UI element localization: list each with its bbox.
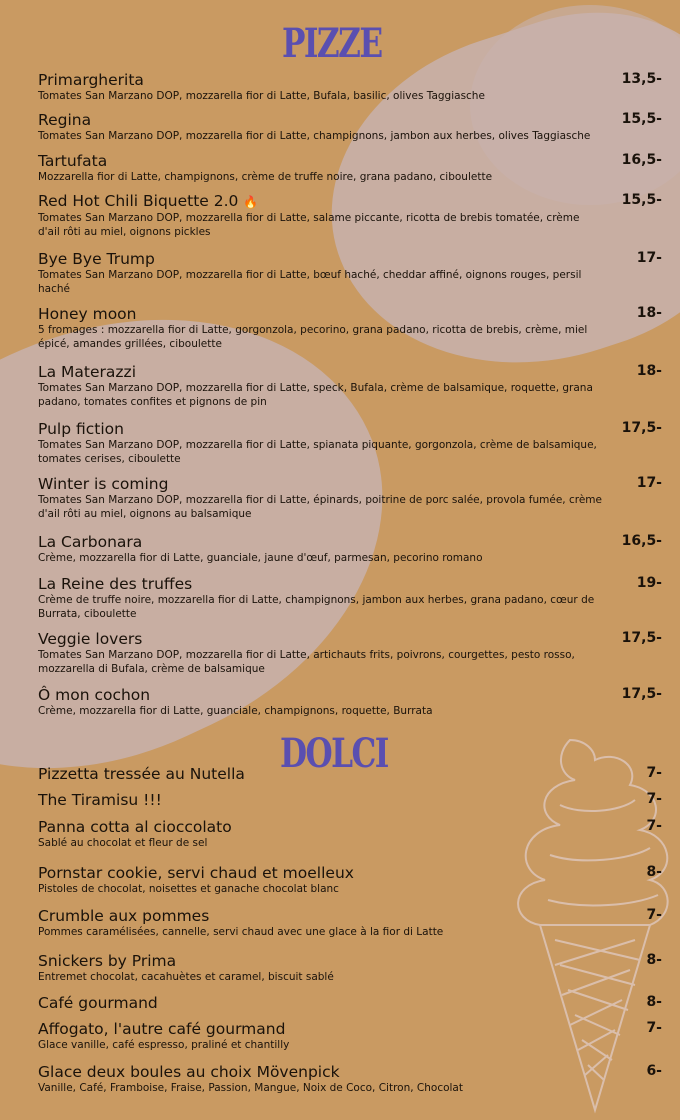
item-price: 7- bbox=[646, 818, 662, 834]
menu-item bbox=[38, 192, 662, 239]
menu-item bbox=[38, 71, 662, 103]
item-name-row bbox=[38, 192, 662, 211]
item-description: Tomates San Marzano DOP, mozzarella fior di Latte, champignons, jambon aux herbes, olives Taggiasche bbox=[38, 130, 591, 142]
item-price: 19- bbox=[636, 575, 662, 591]
item-price: 8- bbox=[646, 994, 662, 1010]
item-description: Pommes caramélisées, cannelle, servi chaud avec une glace à la fior di Latte bbox=[38, 926, 444, 938]
item-name: La Materazzi bbox=[38, 363, 136, 381]
item-name: Pornstar cookie, servi chaud et moelleux bbox=[38, 864, 354, 882]
item-price: 7- bbox=[646, 907, 662, 923]
menu-item bbox=[38, 818, 662, 850]
item-description: Tomates San Marzano DOP, mozzarella fior di Latte, Bufala, basilic, olives Taggiasche bbox=[38, 90, 485, 102]
menu-item bbox=[38, 630, 662, 676]
item-description: Crème de truffe noire, mozzarella fior di Latte, champignons, jambon aux herbes, grana padano, cœur de Burrata, ciboulette bbox=[38, 594, 595, 620]
item-price: 17- bbox=[636, 250, 662, 266]
item-price: 16,5- bbox=[621, 533, 662, 549]
item-description: Glace vanille, café espresso, praliné et chantilly bbox=[38, 1039, 290, 1051]
item-price: 7- bbox=[646, 1020, 662, 1036]
item-price: 6- bbox=[646, 1063, 662, 1079]
menu-item bbox=[38, 907, 662, 939]
item-price: 7- bbox=[646, 765, 662, 781]
flame-icon: 🔥 bbox=[243, 195, 259, 209]
item-price: 18- bbox=[636, 363, 662, 379]
item-name: Red Hot Chili Biquette 2.0 bbox=[38, 192, 239, 210]
item-name: Pizzetta tressée au Nutella bbox=[38, 765, 245, 783]
item-price: 16,5- bbox=[621, 152, 662, 168]
item-price: 17,5- bbox=[621, 630, 662, 646]
menu-item bbox=[38, 952, 662, 984]
menu-item bbox=[38, 152, 662, 184]
item-price: 17- bbox=[636, 475, 662, 491]
item-description: Crème, mozzarella fior di Latte, guanciale, champignons, roquette, Burrata bbox=[38, 705, 433, 717]
item-name: Winter is coming bbox=[38, 475, 169, 493]
item-description: Tomates San Marzano DOP, mozzarella fior di Latte, speck, Bufala, crème de balsamique, roquette, grana padano, tomates confites et pignons de pin bbox=[38, 382, 593, 408]
menu-item bbox=[38, 420, 662, 466]
item-name: Panna cotta al cioccolato bbox=[38, 818, 232, 836]
menu-item bbox=[38, 363, 662, 409]
menu-item bbox=[38, 686, 662, 718]
menu-item bbox=[38, 250, 662, 296]
menu-item bbox=[38, 111, 662, 143]
menu-item bbox=[38, 791, 662, 809]
item-price: 18- bbox=[636, 305, 662, 321]
item-name: Café gourmand bbox=[38, 994, 158, 1012]
menu-item bbox=[38, 1063, 662, 1095]
item-name: Affogato, l'autre café gourmand bbox=[38, 1020, 286, 1038]
item-name: Tartufata bbox=[38, 152, 108, 170]
item-description: Pistoles de chocolat, noisettes et ganache chocolat blanc bbox=[38, 883, 339, 895]
item-description: Mozzarella fior di Latte, champignons, crème de truffe noire, grana padano, ciboulette bbox=[38, 171, 493, 183]
menu-item bbox=[38, 765, 662, 783]
item-name: Pulp fiction bbox=[38, 420, 124, 438]
section-title-dolci: DOLCI bbox=[280, 730, 388, 777]
item-price: 15,5- bbox=[621, 111, 662, 127]
item-description: Vanille, Café, Framboise, Fraise, Passion, Mangue, Noix de Coco, Citron, Chocolat bbox=[38, 1082, 463, 1094]
item-description: 5 fromages : mozzarella fior di Latte, gorgonzola, pecorino, grana padano, ricotta de brebis, crème, miel épicé, amandes grillées, ciboulette bbox=[38, 324, 588, 350]
item-description: Tomates San Marzano DOP, mozzarella fior di Latte, bœuf haché, cheddar affiné, oignons rouges, persil haché bbox=[38, 269, 582, 295]
item-description: Tomates San Marzano DOP, mozzarella fior di Latte, épinards, poitrine de porc salée, provola fumée, crème d'ail rôti au miel, oignons au balsamique bbox=[38, 494, 602, 520]
menu-item bbox=[38, 1020, 662, 1052]
menu-item bbox=[38, 864, 662, 896]
item-description: Entremet chocolat, cacahuètes et caramel, biscuit sablé bbox=[38, 971, 334, 983]
item-name: Bye Bye Trump bbox=[38, 250, 155, 268]
menu-item bbox=[38, 305, 662, 351]
item-description: Tomates San Marzano DOP, mozzarella fior di Latte, spianata piquante, gorgonzola, crème de balsamique, tomates cerises, ciboulette bbox=[38, 439, 597, 465]
item-price: 15,5- bbox=[621, 192, 662, 208]
item-name: Veggie lovers bbox=[38, 630, 143, 648]
item-name: Regina bbox=[38, 111, 92, 129]
item-name: Crumble aux pommes bbox=[38, 907, 210, 925]
item-price: 7- bbox=[646, 791, 662, 807]
menu-item bbox=[38, 475, 662, 521]
item-price: 17,5- bbox=[621, 686, 662, 702]
menu-item bbox=[38, 575, 662, 621]
menu-item bbox=[38, 533, 662, 565]
item-name: La Reine des truffes bbox=[38, 575, 193, 593]
item-name: Honey moon bbox=[38, 305, 137, 323]
item-name: Ô mon cochon bbox=[38, 686, 151, 704]
item-price: 8- bbox=[646, 952, 662, 968]
item-description: Crème, mozzarella fior di Latte, guanciale, jaune d'œuf, parmesan, pecorino romano bbox=[38, 552, 483, 564]
item-price: 8- bbox=[646, 864, 662, 880]
section-title-pizze: PIZZE bbox=[282, 20, 382, 67]
item-description: Tomates San Marzano DOP, mozzarella fior di Latte, salame piccante, ricotta de brebis tomatée, crème d'ail rôti au miel, oignons pickles bbox=[38, 212, 580, 238]
item-price: 13,5- bbox=[621, 71, 662, 87]
item-name: Glace deux boules au choix Mövenpick bbox=[38, 1063, 340, 1081]
item-price: 17,5- bbox=[621, 420, 662, 436]
item-name: Primargherita bbox=[38, 71, 144, 89]
item-description: Tomates San Marzano DOP, mozzarella fior di Latte, artichauts frits, poivrons, courgettes, pesto rosso, mozzarella di Bufala, crème de balsamique bbox=[38, 649, 575, 675]
item-name: Snickers by Prima bbox=[38, 952, 177, 970]
item-name: La Carbonara bbox=[38, 533, 143, 551]
menu-item bbox=[38, 994, 662, 1012]
item-name: The Tiramisu !!! bbox=[38, 791, 162, 809]
item-description: Sablé au chocolat et fleur de sel bbox=[38, 837, 208, 849]
